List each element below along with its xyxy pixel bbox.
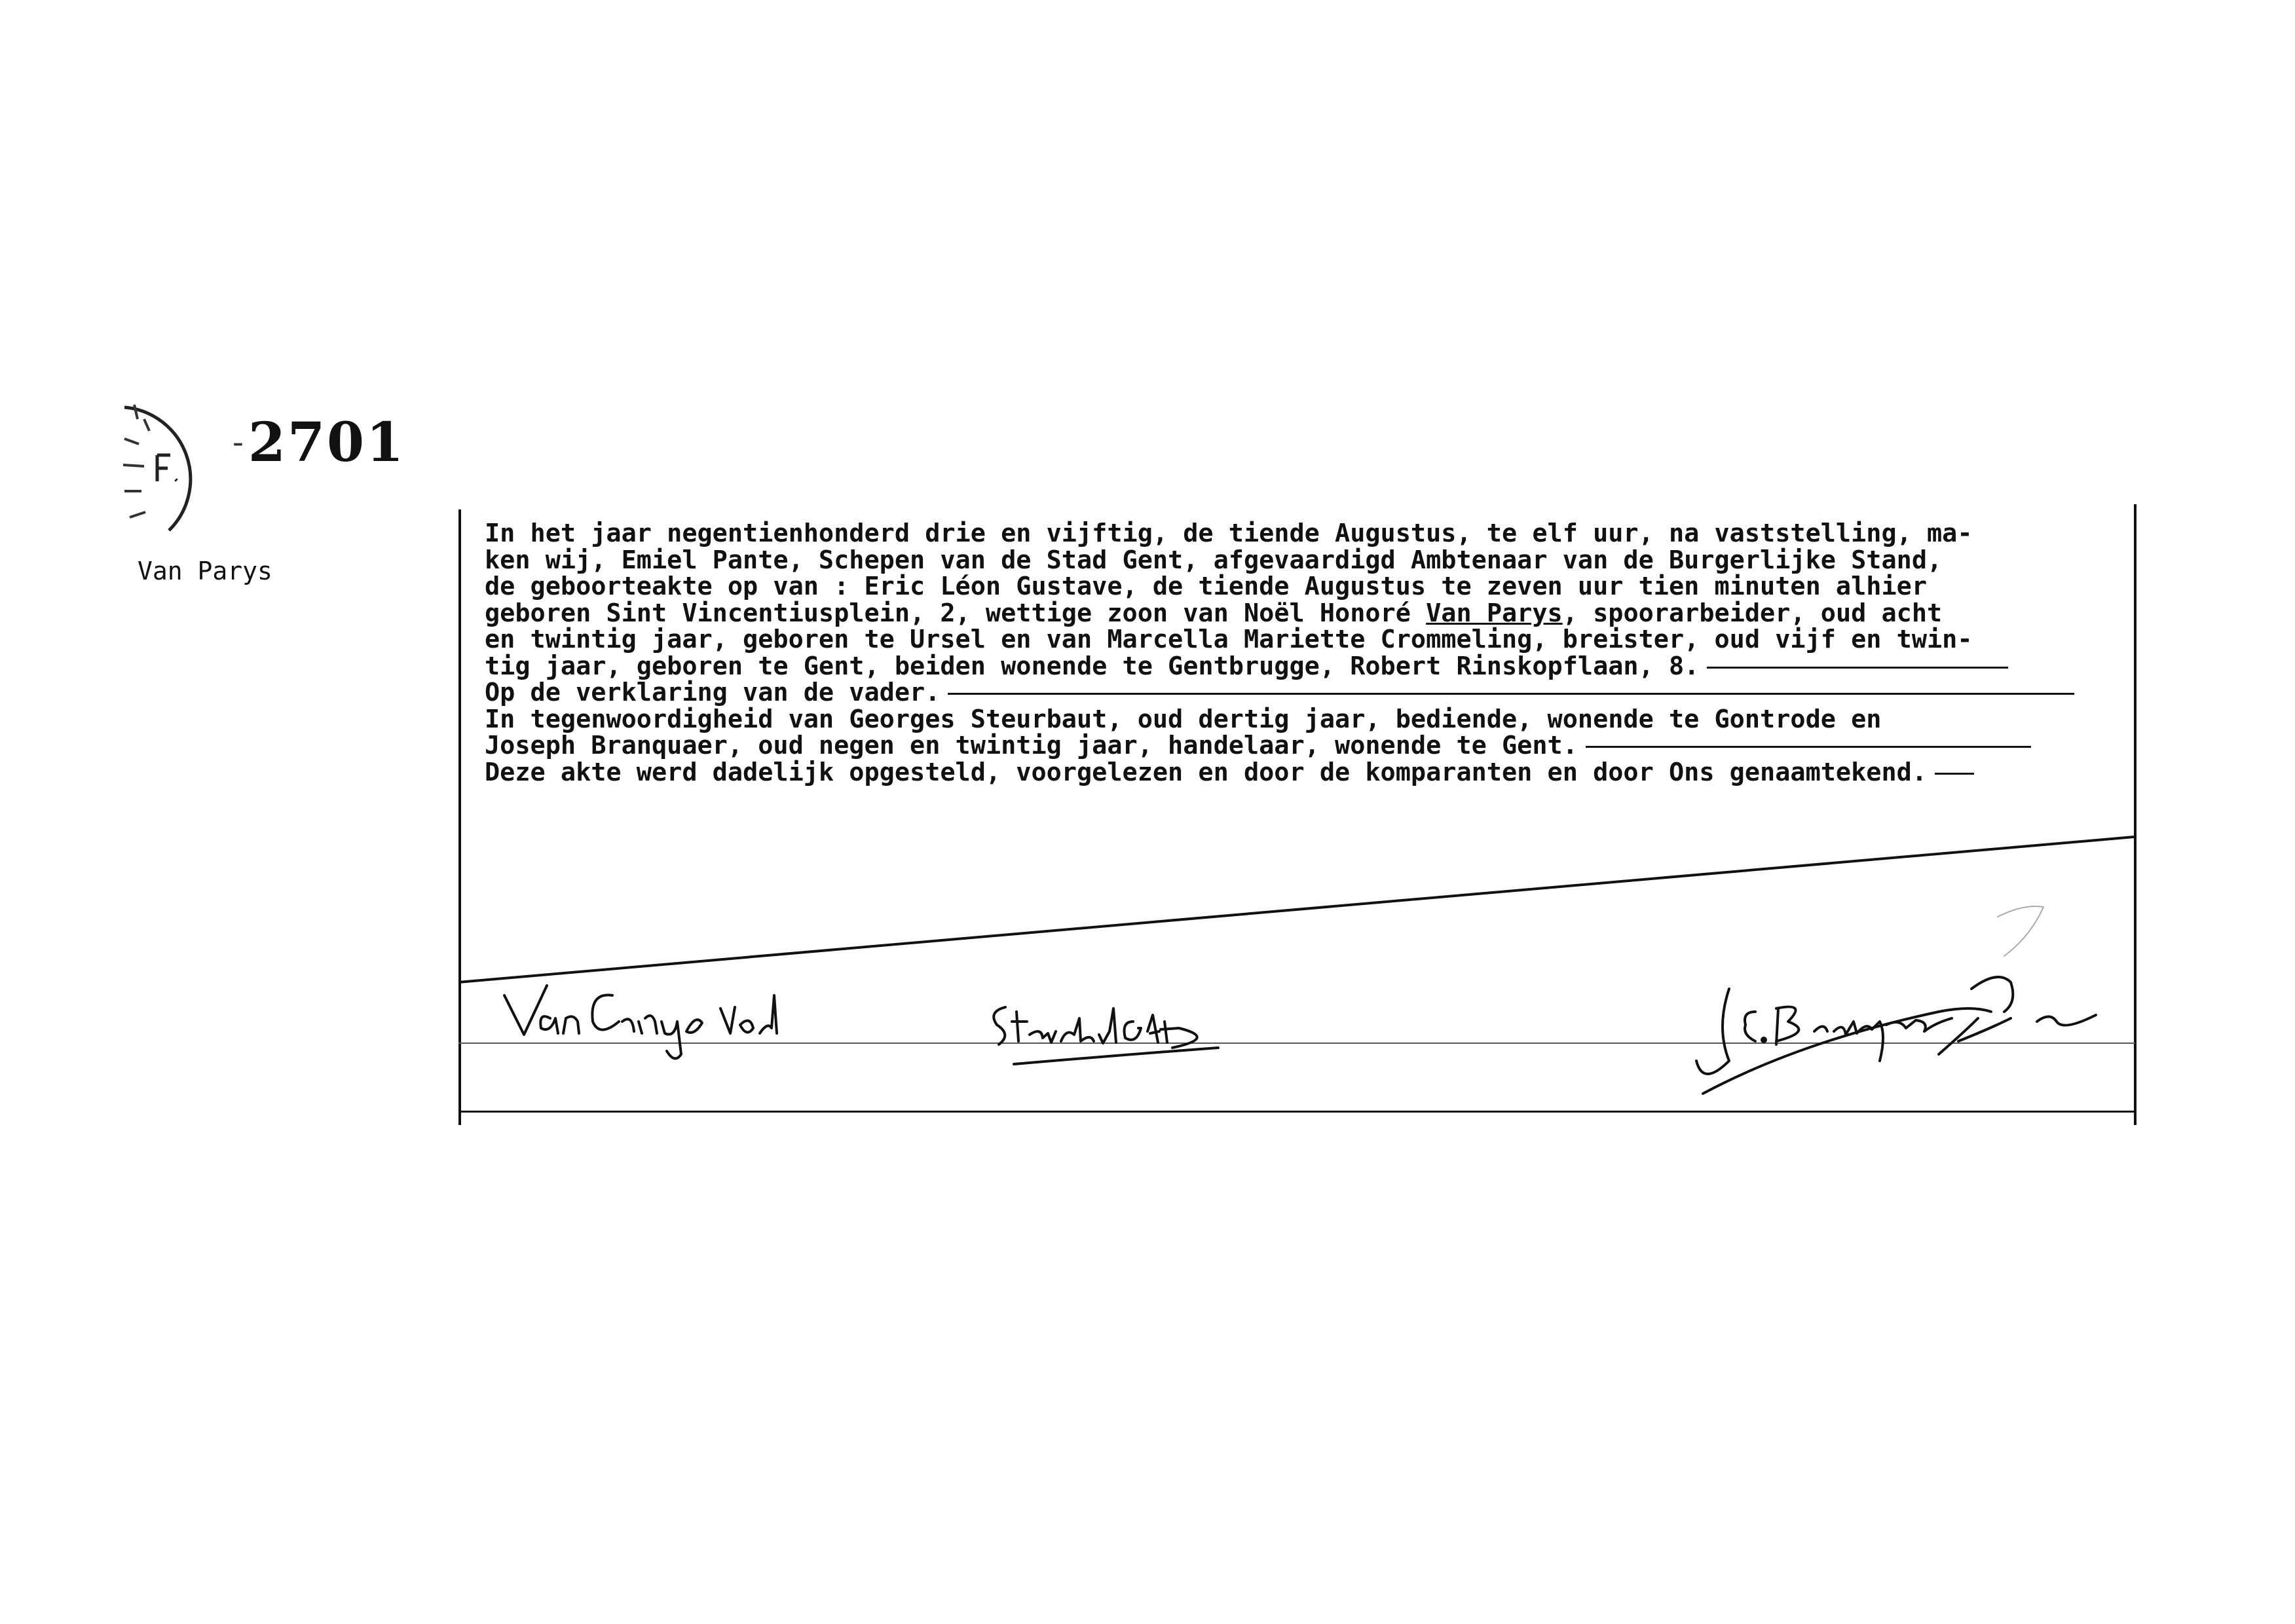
record-number-mark: - <box>233 423 246 461</box>
act-line-10-text: Deze akte werd dadelijk opgesteld, voorgelezen en door de komparanten en door Ons genaamtekend. <box>485 757 1928 787</box>
closing-diagonal-line <box>458 837 2134 982</box>
act-line-9-text: Joseph Branquaer, oud negen en twintig jaar, handelaar, wonende te Gent. <box>485 731 1578 760</box>
record-number-value: 2701 <box>248 411 406 474</box>
act-line-4-after: , spoorarbeider, oud acht <box>1562 598 1943 628</box>
signature-witness-branquaer <box>1696 906 2096 1094</box>
act-line-6-text: tig jaar, geboren te Gent, beiden wonende te Gentbrugge, Robert Rinskopflaan, 8. <box>485 651 1700 681</box>
act-line-2: ken wij, Emiel Pante, Schepen van de Stad Gent, afgevaardigd Ambtenaar van de Burgerlijke Stand, <box>485 545 1943 575</box>
act-line-5: en twintig jaar, geboren te Ursel en van Marcella Mariette Crommeling, breister, oud vijf en twin- <box>485 625 1973 654</box>
signature-father <box>504 986 777 1058</box>
act-line-3: de geboorteakte op van : Eric Léon Gustave, de tiende Augustus te zeven uur tien minuten alhier <box>485 572 1928 601</box>
act-line-1: In het jaar negentienhonderd drie en vijftig, de tiende Augustus, te elf uur, na vaststelling, ma- <box>485 519 1973 548</box>
margin-surname: Van Parys <box>138 557 272 585</box>
act-line-4-before: geboren Sint Vincentiusplein, 2, wettige zoon van Noël Honoré <box>485 598 1427 628</box>
act-line-8: In tegenwoordigheid van Georges Steurbaut, oud dertig jaar, bediende, wonende te Gontrode en <box>485 704 1882 734</box>
act-line-7-text: Op de verklaring van de vader. <box>485 678 941 707</box>
father-surname: Van Parys <box>1426 598 1563 628</box>
signature-witness-steurbaut <box>994 1007 1218 1064</box>
